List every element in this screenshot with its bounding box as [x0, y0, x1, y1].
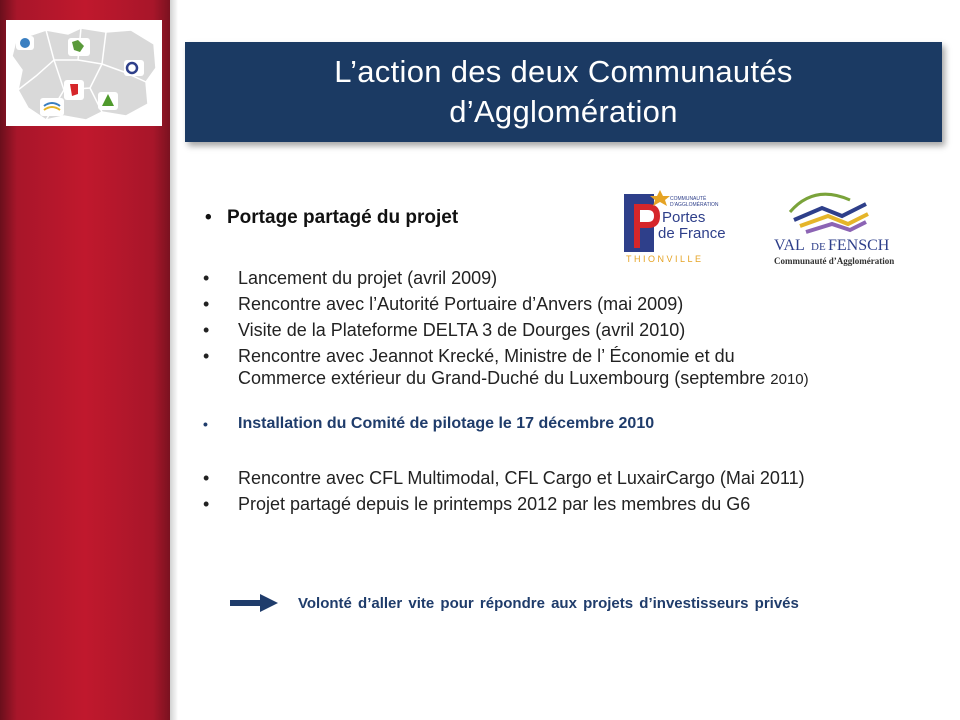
- vdf-sub: Communauté d’Agglomération: [774, 256, 895, 266]
- pdf-small-2: D’AGGLOMÉRATION: [670, 202, 719, 208]
- pdf-name-1: Portes: [662, 209, 706, 226]
- pdf-city: THIONVILLE: [626, 254, 704, 264]
- highlight-item: [203, 413, 943, 435]
- sidebar-shadow: [170, 0, 178, 720]
- bullet-icon: •: [203, 294, 210, 314]
- heading-text: Portage partagé du projet: [227, 207, 459, 228]
- bullet-icon: •: [205, 207, 212, 228]
- vdf-name-1: VAL: [774, 237, 805, 254]
- bullet-icon: •: [203, 468, 210, 488]
- title-banner: [185, 42, 942, 142]
- item-text: Lancement du projet (avril 2009): [238, 268, 498, 288]
- bullet-icon: •: [203, 346, 210, 366]
- item-text: [238, 345, 809, 391]
- title-line-2: d’Agglomération: [449, 94, 678, 129]
- bullet-list: [203, 267, 943, 519]
- pdf-name-2: de France: [658, 225, 726, 242]
- list-item: [203, 493, 943, 515]
- regional-map-icon: [6, 20, 162, 126]
- vdf-name-3: FENSCH: [828, 237, 890, 254]
- slide-title: [334, 52, 792, 132]
- highlight-text: Installation du Comité de pilotage le 17 décembre 2010: [238, 415, 655, 432]
- item-text: Rencontre avec CFL Multimodal, CFL Cargo et LuxairCargo (Mai 2011): [238, 468, 805, 488]
- list-item: [203, 319, 943, 341]
- item-text-line-2: Commerce extérieur du Grand-Duché du Luxembourg (septembre: [238, 368, 766, 388]
- item-text: Visite de la Plateforme DELTA 3 de Dourges (avril 2010): [238, 320, 686, 340]
- title-line-1: L’action des deux Communautés: [334, 54, 793, 89]
- item-text-line-3: 2010): [770, 371, 809, 388]
- bullet-icon: •: [203, 494, 210, 514]
- item-text: Rencontre avec l’Autorité Portuaire d’Anvers (mai 2009): [238, 294, 684, 314]
- section-heading: [205, 207, 458, 229]
- bullet-icon: •: [203, 268, 210, 288]
- item-text-line-1: Rencontre avec Jeannot Krecké, Ministre de l’ Économie et du: [238, 346, 735, 366]
- list-item: [203, 345, 943, 391]
- pdf-small-1: COMMUNAUTÉ: [670, 196, 707, 202]
- arrow-right-icon: [230, 594, 278, 612]
- bullet-icon: •: [203, 416, 208, 432]
- val-de-fensch-logo: [770, 186, 910, 268]
- list-item: [203, 267, 943, 289]
- conclusion-text: Volonté d’aller vite pour répondre aux projets d’investisseurs privés: [298, 594, 799, 612]
- list-item: [203, 293, 943, 315]
- list-item: [203, 467, 943, 489]
- vdf-name-2: DE: [811, 241, 826, 253]
- portes-de-france-logo: [620, 186, 730, 268]
- conclusion: [230, 594, 799, 612]
- item-text: Projet partagé depuis le printemps 2012 par les membres du G6: [238, 494, 751, 514]
- bullet-icon: •: [203, 320, 210, 340]
- regional-map: [6, 20, 162, 126]
